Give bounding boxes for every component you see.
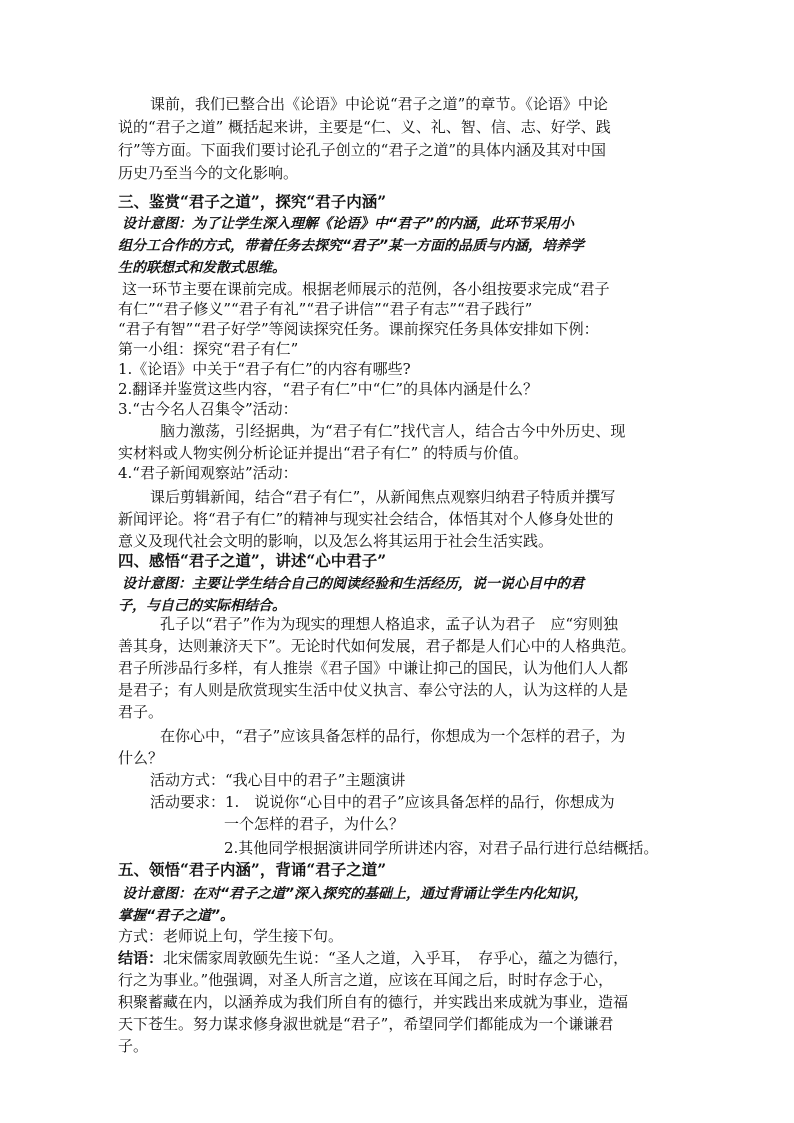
activity-requirement-cont: 一个怎样的君子，为什么？ [224, 815, 405, 833]
design-intent-line: 设计意图：在对“君子之道”深入探究的基础上，通过背诵让学生内化知识， [122, 886, 589, 902]
design-intent-line: 设计意图：为了让学生深入理解《论语》中“君子”的内涵，此环节采用小 [122, 216, 575, 232]
section-heading-5: 五、领悟“君子内涵”，背诵“君子之道” [118, 860, 387, 879]
conclusion-line: 积聚蓄藏在内，以涵养成为我们所自有的德行，并实践出来成就为事业，造福 [118, 993, 629, 1011]
body-line: 第一小组：探究“君子有仁” [118, 340, 299, 358]
para-intro-line: 说的“君子之道” 概括起来讲，主要是“仁、义、礼、智、信、志、好学、践 [118, 118, 611, 136]
list-item-detail: 课后剪辑新闻，结合“君子有仁”，从新闻焦点观察归纳君子特质并撰写 [150, 488, 616, 506]
body-line: 君子。 [118, 703, 164, 721]
conclusion-label: 结语： [118, 949, 164, 967]
body-line: 有仁”“君子修义”“君子有礼”“君子讲信”“君子有志”“君子践行” [118, 300, 533, 318]
list-item-detail: 脑力激荡，引经据典，为“君子有仁”找代言人，结合古今中外历史、现 [160, 422, 626, 440]
para-intro-line: 课前，我们已整合出《论语》中论说“君子之道”的章节。《论语》中论 [150, 95, 608, 113]
conclusion-line: 行之为事业。”他强调，对圣人所言之道，应该在耳闻之后，时时存念于心， [118, 971, 614, 989]
body-line: 善其身，达则兼济天下”。无论时代如何发展，君子都是人们心中的人格典范。 [118, 637, 636, 655]
section-heading-4: 四、感悟“君子之道”，讲述“心中君子” [118, 551, 387, 570]
method-line: 方式：老师说上句，学生接下句。 [118, 927, 344, 945]
section-heading-3: 三、鉴赏“君子之道”，探究“君子内涵” [118, 192, 387, 211]
question-line: 在你心中，“君子”应该具备怎样的品行，你想成为一个怎样的君子，为 [160, 727, 626, 745]
list-item: 4.“君子新闻观察站”活动： [118, 464, 298, 482]
activity-mode: 活动方式：“我心目中的君子”主题演讲 [150, 771, 406, 789]
design-intent-line: 子，与自己的实际相结合。 [118, 598, 286, 614]
design-intent-line: 生的联想式和发散式思维。 [118, 260, 286, 276]
design-intent-line: 设计意图：主要让学生结合自己的阅读经验和生活经历，说一说心目中的君 [122, 576, 584, 592]
body-line: 孔子以“君子”作为为现实的理想人格追求，孟子认为君子 应“穷则独 [160, 615, 619, 633]
conclusion-line: 天下苍生。努力谋求修身淑世就是“君子”，希望同学们都能成为一个谦谦君 [118, 1015, 614, 1033]
para-intro-line: 行”等方面。下面我们要讨论孔子创立的“君子之道”的具体内涵及其对中国 [118, 141, 607, 159]
list-item-detail: 实材料或人物实例分析论证并提出“君子有仁” 的特质与价值。 [118, 444, 529, 462]
list-item: 1.《论语》中关于“君子有仁”的内容有哪些? [118, 360, 411, 378]
body-line: 是君子；有人则是欣赏现实生活中仗义执言、奉公守法的人，认为这样的人是 [118, 681, 629, 699]
activity-requirement-2: 2.其他同学根据演讲同学所讲述内容，对君子品行进行总结概括。 [224, 839, 659, 857]
body-line: 君子所涉品行多样，有人推崇《君子国》中谦让抑己的国民，认为他们人人都 [118, 659, 629, 677]
conclusion-line: 子。 [118, 1037, 149, 1055]
list-item-detail: 意义及现代社会文明的影响，以及怎么将其运用于社会生活实践。 [118, 532, 554, 550]
list-item-detail: 新闻评论。将“君子有仁”的精神与现实社会结合，体悟其对个人修身处世的 [118, 510, 614, 528]
conclusion-text: 北宋儒家周敦颐先生说：“圣人之道，入乎耳， 存乎心，蕴之为德行， [163, 949, 629, 967]
body-line: 这一环节主要在课前完成。根据老师展示的范例，各小组按要求完成“君子 [122, 280, 610, 298]
list-item: 2.翻译并鉴赏这些内容，“君子有仁”中“仁”的具体内涵是什么？ [118, 380, 538, 398]
design-intent-line: 掌握“君子之道”。 [118, 908, 235, 924]
para-intro-line: 历史乃至当今的文化影响。 [118, 164, 299, 182]
activity-requirement: 活动要求：1. 说说你“心目中的君子”应该具备怎样的品行，你想成为 [150, 793, 615, 811]
body-line: “君子有智”“君子好学”等阅读探究任务。课前探究任务具体安排如下例： [118, 320, 599, 338]
conclusion-first-line [118, 948, 628, 968]
list-item: 3.“古今名人召集令”活动： [118, 400, 298, 418]
question-line: 什么？ [118, 749, 164, 767]
design-intent-line: 组分工合作的方式，带着任务去探究“君子”某一方面的品质与内涵，培养学 [118, 238, 585, 254]
